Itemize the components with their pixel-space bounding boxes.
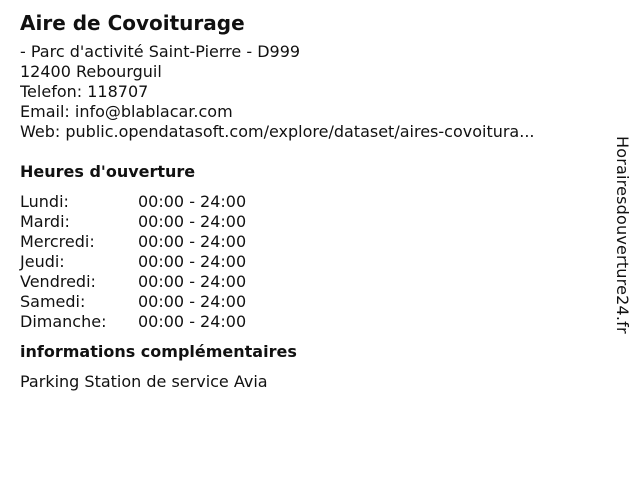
city-line: 12400 Rebourguil [20, 62, 162, 81]
phone-line: Telefon: 118707 [20, 82, 149, 101]
brand-watermark: Horairesdouverture24.fr [613, 136, 632, 334]
day-label: Vendredi: [20, 272, 96, 291]
hours-table [20, 192, 600, 332]
hours-row-tuesday [20, 212, 600, 232]
day-label: Mercredi: [20, 232, 95, 251]
time-range: 00:00 - 24:00 [138, 212, 247, 231]
hours-row-wednesday [20, 232, 600, 252]
day-label: Dimanche: [20, 312, 107, 331]
place-card [20, 10, 600, 392]
hours-row-monday [20, 192, 600, 212]
time-range: 00:00 - 24:00 [138, 272, 247, 291]
street-line: - Parc d'activité Saint-Pierre - D999 [20, 42, 301, 61]
time-range: 00:00 - 24:00 [138, 192, 247, 211]
hours-title: Heures d'ouverture [20, 162, 196, 181]
place-title: Aire de Covoiturage [20, 11, 245, 35]
day-label: Lundi: [20, 192, 69, 211]
day-label: Jeudi: [20, 252, 65, 271]
hours-row-thursday [20, 252, 600, 272]
day-label: Mardi: [20, 212, 70, 231]
time-range: 00:00 - 24:00 [138, 292, 247, 311]
time-range: 00:00 - 24:00 [138, 232, 247, 251]
time-range: 00:00 - 24:00 [138, 312, 247, 331]
web-line: Web: public.opendatasoft.com/explore/dataset/aires-covoitura... [20, 122, 535, 141]
hours-row-sunday [20, 312, 600, 332]
time-range: 00:00 - 24:00 [138, 252, 247, 271]
hours-row-friday [20, 272, 600, 292]
info-text: Parking Station de service Avia [20, 372, 268, 391]
address-block [20, 42, 600, 142]
info-title: informations complémentaires [20, 342, 297, 361]
email-line: Email: info@blablacar.com [20, 102, 233, 121]
hours-row-saturday [20, 292, 600, 312]
day-label: Samedi: [20, 292, 86, 311]
